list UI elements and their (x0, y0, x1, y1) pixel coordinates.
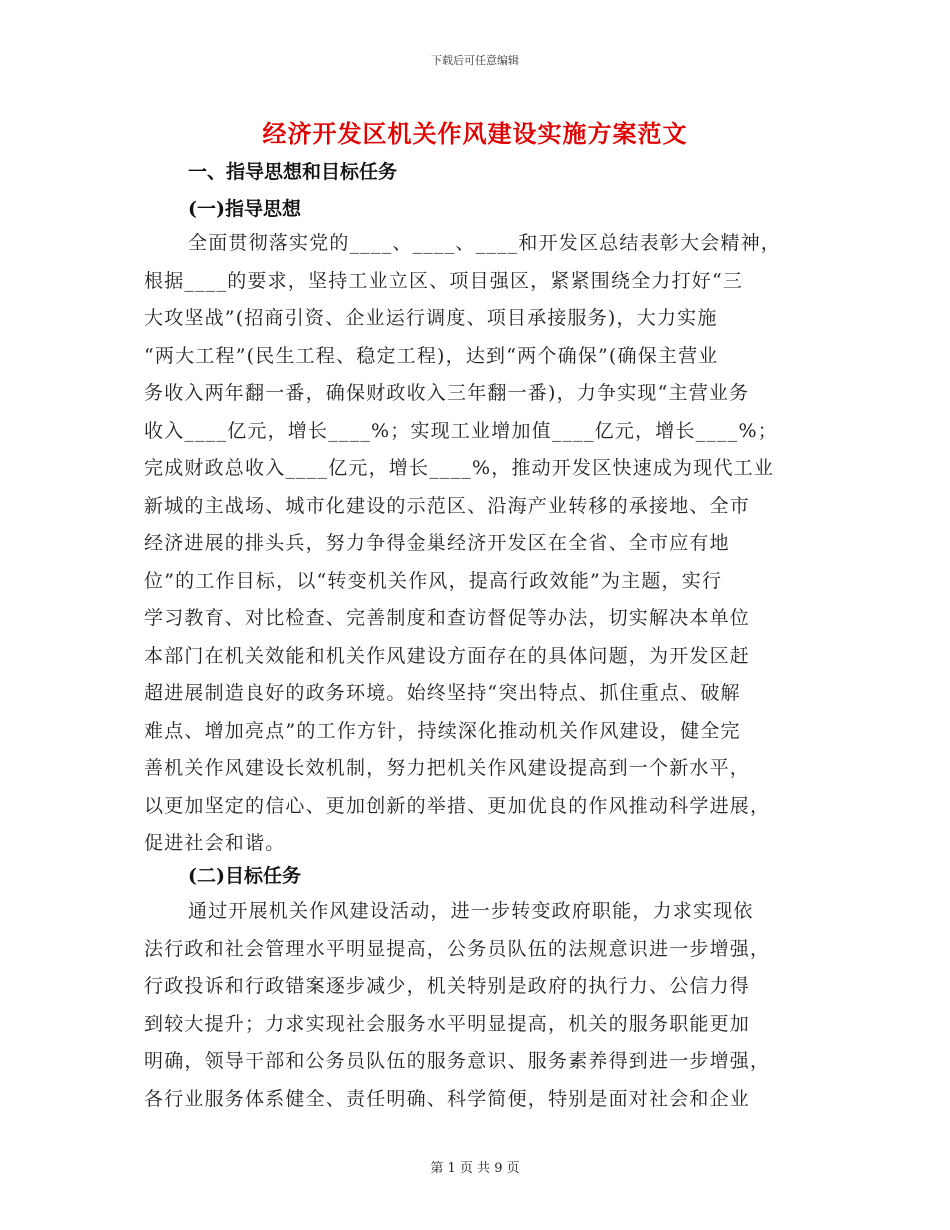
paragraph-line: 到较大提升；力求实现社会服务水平明显提高，机关的服务职能更加 (144, 1012, 751, 1035)
paragraph-line: 本部门在机关效能和机关作风建设方面存在的具体问题，为开发区赶 (144, 644, 751, 667)
paragraph-line: 促进社会和谐。 (144, 832, 286, 854)
paragraph-line: 根据____的要求，坚持工业立区、项目强区，紧紧围绕全力打好“三 (144, 269, 744, 292)
paragraph-line: 法行政和社会管理水平明显提高，公务员队伍的法规意识进一步增强， (144, 937, 771, 960)
subsection-heading-goals: (二)目标任务 (188, 865, 301, 887)
paragraph-line: 各行业服务体系健全、责任明确、科学简便，特别是面对社会和企业 (144, 1087, 751, 1110)
paragraph-line: 行政投诉和行政错案逐步减少，机关特别是政府的执行力、公信力得 (144, 975, 751, 997)
paragraph-line: 新城的主战场、城市化建设的示范区、沿海产业转移的承接地、全市 (144, 494, 751, 517)
paragraph-line: 位”的工作目标，以“转变机关作风，提高行政效能”为主题，实行 (144, 569, 723, 592)
paragraph-line: 全面贯彻落实党的____、____、____和开发区总结表彰大会精神， (188, 232, 782, 254)
paragraph-line: 大攻坚战”(招商引资、企业运行调度、项目承接服务)，大力实施 (144, 307, 718, 329)
section-heading-guiding-and-goals: 一、指导思想和目标任务 (188, 161, 398, 183)
paragraph-guiding-thought (144, 225, 808, 863)
paragraph-line: 以更加坚定的信心、更加创新的举措、更加优良的作风推动科学进展， (144, 794, 771, 817)
subsection-heading-guiding-thought: (一)指导思想 (188, 198, 301, 220)
paragraph-line: 明确，领导干部和公务员队伍的服务意识、服务素养得到进一步增强， (144, 1050, 771, 1072)
paragraph-line: 务收入两年翻一番，确保财政收入三年翻一番)，力争实现“主营业务 (144, 382, 750, 404)
paragraph-line: 超进展制造良好的政务环境。始终坚持“突出特点、抓住重点、破解 (144, 682, 741, 704)
paragraph-line: 难点、增加亮点”的工作方针，持续深化推动机关作风建设，健全完 (144, 719, 741, 742)
paragraph-line: 学习教育、对比检查、完善制度和查访督促等办法，切实解决本单位 (144, 607, 751, 629)
paragraph-line: 通过开展机关作风建设活动，进一步转变政府职能，力求实现依 (188, 900, 754, 922)
page-number-footer: 第 1 页 共 9 页 (430, 1161, 520, 1176)
paragraph-line: 善机关作风建设长效机制，努力把机关作风建设提高到一个新水平， (144, 757, 751, 779)
paragraph-goals (144, 893, 808, 1118)
paragraph-line: “两大工程”(民生工程、稳定工程)，达到“两个确保”(确保主营业 (144, 344, 719, 367)
paragraph-line: 完成财政总收入____亿元，增长____%，推动开发区快速成为现代工业 (144, 457, 775, 479)
paragraph-line: 经济进展的排头兵，努力争得金巢经济开发区在全省、全市应有地 (144, 532, 730, 554)
paragraph-line: 收入____亿元，增长____%；实现工业增加值____亿元，增长____%； (144, 419, 778, 442)
header-note: 下载后可任意编辑 (431, 54, 519, 67)
document-title: 经济开发区机关作风建设实施方案范文 (262, 119, 688, 148)
